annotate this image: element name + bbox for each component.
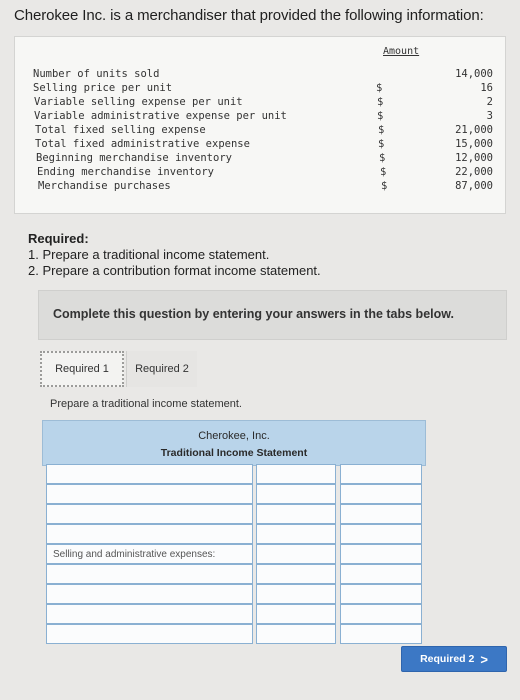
- statement-header: [42, 420, 426, 466]
- info-row: [36, 152, 493, 165]
- statement-amount-input[interactable]: [256, 464, 336, 484]
- info-row-value: 14,000: [455, 68, 493, 80]
- info-row: [35, 124, 493, 137]
- statement-total-input[interactable]: [340, 504, 422, 524]
- info-row: [33, 68, 493, 81]
- info-row-value: 3: [486, 110, 493, 122]
- info-row: [34, 110, 493, 123]
- info-row-value: 16: [480, 82, 493, 94]
- statement-row: [42, 524, 424, 544]
- instruction-text: Complete this question by entering your answers in the tabs below.: [53, 307, 454, 321]
- info-row-currency: $: [377, 110, 384, 122]
- info-row: [33, 82, 493, 95]
- required-section: [28, 231, 321, 279]
- next-tab-button[interactable]: [401, 646, 507, 672]
- info-row-label: Ending merchandise inventory: [37, 166, 215, 178]
- statement-row: [42, 584, 424, 604]
- required-title: Required:: [28, 231, 89, 246]
- info-row-currency: $: [377, 96, 384, 108]
- info-row-value: 22,000: [455, 166, 493, 178]
- statement-label-text: [47, 485, 252, 493]
- required-item-2: 2. Prepare a contribution format income statement.: [28, 263, 321, 278]
- statement-label-text: [47, 625, 252, 633]
- info-row-label: Total fixed selling expense: [35, 124, 206, 136]
- statement-title: Traditional Income Statement: [160, 447, 308, 459]
- statement-company: Cherokee, Inc.: [198, 430, 270, 442]
- statement-row: [42, 504, 424, 524]
- statement-row: [42, 564, 424, 584]
- info-row-value: 21,000: [455, 124, 493, 136]
- info-row-label: Number of units sold: [33, 68, 160, 80]
- amount-column-header: Amount: [383, 46, 420, 57]
- info-row-value: 15,000: [455, 138, 493, 150]
- chevron-right-icon: >: [480, 651, 488, 667]
- statement-amount-input[interactable]: [256, 584, 336, 604]
- statement-label-input[interactable]: [46, 464, 253, 484]
- question-prompt: Prepare a traditional income statement.: [50, 398, 242, 410]
- info-row-label: Total fixed administrative expense: [35, 138, 250, 150]
- info-row: [38, 180, 493, 193]
- statement-label-input[interactable]: [46, 484, 253, 504]
- statement-label-text: [47, 605, 252, 613]
- info-row-label: Variable selling expense per unit: [34, 96, 243, 108]
- info-row-value: 12,000: [455, 152, 493, 164]
- statement-label-input[interactable]: [46, 604, 253, 624]
- statement-label-text: [47, 525, 252, 533]
- info-row-currency: $: [379, 152, 386, 164]
- info-row: [37, 166, 493, 179]
- info-row-label: Selling price per unit: [33, 82, 173, 94]
- statement-amount-input[interactable]: [256, 484, 336, 504]
- instruction-bar: [38, 290, 507, 340]
- info-row-label: Variable administrative expense per unit: [34, 110, 287, 122]
- statement-amount-input[interactable]: [256, 544, 336, 564]
- statement-total-input[interactable]: [340, 564, 422, 584]
- statement-amount-input[interactable]: [256, 624, 336, 644]
- info-row-currency: $: [376, 82, 383, 94]
- info-row-currency: $: [381, 180, 388, 192]
- statement-total-input[interactable]: [340, 524, 422, 544]
- next-tab-label: Required 2: [420, 653, 475, 665]
- statement-total-input[interactable]: [340, 604, 422, 624]
- info-row: [35, 138, 493, 151]
- statement-label-text: [47, 565, 252, 573]
- page-title: Cherokee Inc. is a merchandiser that provided the following information:: [14, 7, 484, 24]
- info-row-label: Beginning merchandise inventory: [36, 152, 232, 164]
- statement-total-input[interactable]: [340, 544, 422, 564]
- info-row-currency: $: [378, 138, 385, 150]
- statement-row: [42, 484, 424, 504]
- statement-row: [42, 544, 424, 564]
- statement-label-input[interactable]: [46, 584, 253, 604]
- statement-amount-input[interactable]: [256, 504, 336, 524]
- tab-required-1[interactable]: Required 1: [40, 351, 124, 387]
- statement-total-input[interactable]: [340, 484, 422, 504]
- statement-amount-input[interactable]: [256, 524, 336, 544]
- statement-label-input[interactable]: [46, 544, 253, 564]
- statement-label-text: Selling and administrative expenses:: [53, 549, 216, 560]
- statement-row: [42, 624, 424, 644]
- statement-label-text: [47, 465, 252, 473]
- info-row-label: Merchandise purchases: [38, 180, 171, 192]
- statement-total-input[interactable]: [340, 624, 422, 644]
- info-table: [14, 36, 506, 214]
- statement-total-input[interactable]: [340, 584, 422, 604]
- tab-required-2[interactable]: Required 2: [126, 351, 197, 387]
- statement-label-input[interactable]: [46, 564, 253, 584]
- info-row-value: 87,000: [455, 180, 493, 192]
- statement-label-text: [47, 505, 252, 513]
- info-row-currency: $: [380, 166, 387, 178]
- statement-amount-input[interactable]: [256, 604, 336, 624]
- statement-label-input[interactable]: [46, 524, 253, 544]
- statement-label-input[interactable]: [46, 624, 253, 644]
- info-row-currency: $: [378, 124, 385, 136]
- info-row: [34, 96, 493, 109]
- statement-row: [42, 604, 424, 624]
- statement-label-input[interactable]: [46, 504, 253, 524]
- info-row-value: 2: [486, 96, 493, 108]
- statement-total-input[interactable]: [340, 464, 422, 484]
- statement-amount-input[interactable]: [256, 564, 336, 584]
- statement-label-text: [47, 585, 252, 593]
- required-item-1: 1. Prepare a traditional income statement.: [28, 247, 270, 262]
- statement-row: [42, 464, 424, 484]
